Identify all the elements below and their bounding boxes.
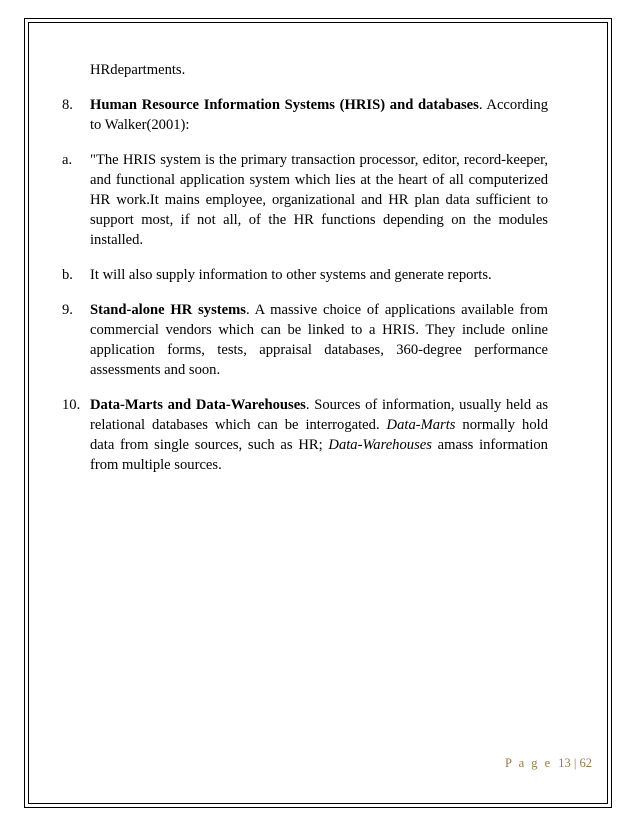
list-item-a [62, 150, 548, 250]
item-term: Data-Warehouses [328, 437, 432, 453]
item-text: It will also supply information to other systems and generate reports. [90, 267, 492, 283]
item-text: . According to Walker(2001): [90, 97, 548, 133]
list-item-8 [62, 95, 548, 135]
page-number: 13 | 62 [558, 756, 592, 770]
item-text: normally hold data from single sources, such as HR; [90, 417, 548, 453]
item-heading: Human Resource Information Systems (HRIS) and databases [90, 97, 479, 113]
item-text: amass information from multiple sources. [90, 437, 548, 473]
list-number: 8. [62, 97, 73, 113]
item-heading: Stand-alone HR systems [90, 302, 246, 318]
item-text: "The HRIS system is the primary transaction processor, editor, record-keeper, and functional application system which lies at the heart of all computerized HR work.It mains employee, organizational and HR plan data sufficient to support most, if not all, of the HR functions depending on the modules installed. [90, 152, 548, 248]
list-number: 9. [62, 302, 73, 318]
item-term: Data-Marts [386, 417, 456, 433]
item-text: . Sources of information, usually held as relational databases which can be interrogated. [90, 397, 549, 433]
item-heading: Data-Marts and Data-Warehouses [90, 397, 306, 413]
list-letter: b. [62, 267, 73, 283]
page-label: P a g e [505, 756, 553, 770]
list-number: 10. [62, 397, 81, 413]
list-item-10 [62, 395, 548, 475]
page-footer [505, 756, 592, 771]
list-item-9 [62, 300, 548, 380]
list-item-b [62, 265, 548, 285]
list-letter: a. [62, 152, 73, 168]
item-text: . A massive choice of applications available from commercial vendors which can be linked to a HRIS. They include online application forms, tests, appraisal databases, 360-degree performance assessments and soon. [90, 302, 549, 378]
document-body [62, 60, 548, 475]
continuation-line: HRdepartments. [90, 62, 186, 78]
